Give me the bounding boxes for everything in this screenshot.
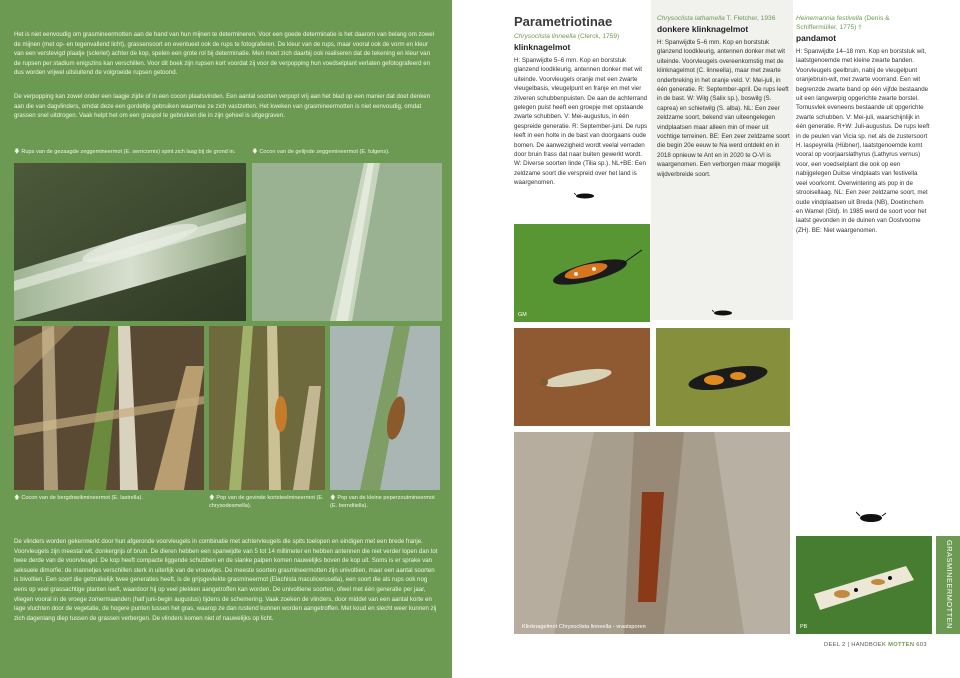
caption-top-left: 🡇 Rups van de gezaagde zeggemineermot (E. serricornis) spint zich laag bij de grond in. [14,149,236,155]
species-column-3 [796,14,930,235]
photo-bark-feeding-traces [514,432,790,634]
arrow-up-icon: 🡅 [209,495,215,501]
species-column-2 [657,14,790,179]
bottom-paragraph: De vlinders worden gekenmerkt door hun afgeronde voorvleugels in combinatie met achtervleugels die spits toelopen en eindigen met een brede franje. Voorvleugels zijn meestal wit, donkergrijs of bruin. De dieren hebben een spanwijdte van 5 tot 14 millimeter en hebben antennen die niet verder lopen dan tot twee derde van de voorvleugel. De kop heeft compacte liggende schubben en de slanke palpen komen nauwelijks boven de kop uit. Soms is er sprake van seksuele dimorfie: de mannetjes verschillen sterk in uiterlijk van de vrouwtjes. De meeste soorten grasmineermotten zijn univoltien, maar een aantal soorten is bivoltien. Een soort die gebruikelijk twee generaties heeft, is de grijsgevlekte grasmineermot (Elachista maculicerusella), een soort die als rups ook nog eens op veel grassachtige planten leeft, waardoor hij op veel plekken aangetroffen kan worden. De univoltiene soorten, ofwel met één generatie per jaar, vliegen vooral in de vroege zomermaanden (half juni-begin augustus) tijdens de schemering. Vaak zoeken de vlinders, door middel van een aantal korte en lage vluchten door de vegetatie, de hogere punten tussen het gras, waarop ze dan rustend kunnen worden aangetroffen. Met koud en slecht weer kunnen zij zich dagenlang diep tussen de grassen verbergen. De vlinders komen niet of nauwelijks op licht. [14,538,438,622]
species-description: H: Spanwijdte 5–6 mm. Kop en borststuk glanzend loodkleurig, antennen donker met wit uiteinde. Voorvleugels overeenkomstig met de klinknagelmot (C. linneella), maar met zwarte onderbreking in het oranje veld. V: Mei-juli, in één generatie. R: September-april. De rups leeft in de bast. W: Wilg (Salix sp.), boswilg (S. caprea) en schietwilg (S. alba). NL: Een zeer zeldzame soort, bekend van uiteengelegen vindplaatsen maar alleen min of meer uit vochtige terreinen. BE: Een zeer zeldzame soort die begin 20e eeuw te Na werd ontdekt en in 2018 opnieuw te Ant en in 2020 te O-Vl is waargenomen. Een verborgen maar mogelijk wijdverbreide soort. [657,39,790,178]
species-description: H: Spanwijdte 14–18 mm. Kop en borststuk wit, laatstgenoemde met kleine zwarte banden. Voorvleugels geelbruin, nabij de vleugelpunt oranjebruin-wit, met zwarte voorrand. Een wit begrenzde zwarte band op één vijfde bestaande uit een langwerpig opgerichte zwarte borstel. Tornusvlek eveneens bestaande uit opgerichte zwarte schubben. V: Mei-juli, waarschijnlijk in één generatie. R+W: Juli-augustus. De rups leeft in de peulen van Vicia sp. net als de zustersoort H. laspeyrella (Hübner), laatstgenoemde komt vooral op voorjaarslathyrus (Lathyrus vernus) voor, een voedselplant die ook op een nabijgelegen Duitse vindplaats van festivella veel voorkomt. Overwintering als pop in de strooisellaag. NL: Een zeer zeldzame soort, met oude vindplaatsen uit Breda (NB), Doetinchem en Wamel (Gld). In 1985 werd de soort voor het laatst gevonden in de duinen van Oostvoorne (ZH). BE: Niet waargenomen. [796,48,930,234]
photo-caption-large: Klinknagelmot Chrysoclista linneella - vraatsporen [522,624,646,630]
photo-grass-mine-larva [14,163,246,321]
arrow-up-icon: 🡅 [14,495,20,501]
section-title: Parametriotinae [514,14,613,29]
species-scientific-name: Chrysoclista lathamella T. Fletcher, 1936 [657,15,776,22]
species-vernacular-name: klinknagelmot [514,42,571,52]
page-number: 603 [916,642,927,648]
species-description: H: Spanwijdte 5–6 mm. Kop en borststuk glanzend loodkleurig, antennen donker met wit uiteinde. Voorvleugels oranje met een zwarte vleugelbasis, vleugelpunt en franje en met vier zilveren schubbenpuisten. De aan de achterrand gelegen puist heeft een groepje met opstaande zwarte schubben. V: Mei-augustus, in één gespreide generatie. R: September-juni. De rups leeft in een holte in de bast van doorgaans oude bomen. De aanwezigheid wordt veelal verraden door bruin frass dat naar buiten gewerkt wordt. W: Diverse soorten linde (Tilia sp.). NL+BE: Een zeldzame soort die verspreid over het land is waargenomen. [514,57,648,187]
photo-linneella-adult [514,224,650,322]
right-page [508,0,960,678]
moth-silhouette-icon [574,192,650,203]
species-scientific-name: Heinemannia festivella (Denis & Schiffermüller, 1775) † [796,15,890,31]
intro-paragraph-1: Het is niet eenvoudig om grasmineermotten aan de hand van hun mijnen te determineren. Voor een goede determinatie is het daarom van belang om zowel de mijnen (met op- en tegenvallend licht), grassensoort en eventueel ook de rups te fotograferen. De kleur van de rups, maar vooral ook de vorm en kleur van een verstevigd plaatje (scleriet) achter de kop, spelen een grote rol bij determinatie. Men moet zich daarbij ook realiseren dat de tekening en kleur van de rupsen per stadium enigszins kan verschillen. Voor dit boek zijn rupsen kort voordat zij voor de verpopping hun voedselplant verlaten gefotografeerd en dus worden vrijwel uitsluitend de volgroeide rupsen getoond. [14,31,435,77]
arrow-down-icon: 🡇 [14,149,20,155]
photo-pupa-stem [209,326,325,490]
species-vernacular-name: pandamot [796,33,837,43]
species-scientific-name: Chrysoclista linneella (Clerck, 1759) [514,33,620,40]
photo-lathamella-adult [656,328,790,426]
arrow-down-icon: 🡇 [252,149,258,155]
moth-silhouette-icon [712,304,734,322]
page-footer: DEEL 2 | HANDBOEK MOTTEN 603 [824,642,927,648]
photo-festivella-adult [796,536,932,634]
caption-bottom-right: 🡅 Pop van de kleine peperzoutmineermot (E. berndtiella). [330,495,435,509]
caption-bottom-mid: 🡅 Pop van de gevinde kortsteelmineermot (E. chrysodesmella). [209,495,324,509]
left-page [0,0,452,678]
side-tab-label: GRASMINEERMOTTEN [945,540,954,629]
gutter [452,0,508,678]
photo-credit: PB [800,624,808,630]
moth-silhouette-large-icon [856,511,886,530]
caption-bottom-left: 🡅 Cocon van de bergdravikmineermot (E. lastrella). [14,495,143,501]
species-column-1 [514,14,650,203]
photo-dry-grass-cocoon [14,326,204,490]
arrow-up-icon: 🡅 [330,495,336,501]
intro-paragraph-2: De verpopping kan zowel onder een laagje zijde of in een cocon plaatsvinden. Een aantal soorten verpopt vrij aan het blad op een manier dat doet denken aan die van dagvlinders, omdat deze een gordeltje gebruiken waarmee ze zich vastzetten. Het kweken van grasmineermotten is niet eenvoudig, omdat grassen snel uitdrogen. Vaak helpt het om een graspol te gebruiken die in zijn geheel is uitgegraven. [14,93,431,120]
photo-larva-bark [514,328,650,426]
caption-top-right: 🡇 Cocon van de gelijnde zeggemineermot (E. fulgens). [252,149,390,155]
photo-credit: GM [518,312,527,318]
species-vernacular-name: donkere klinknagelmot [657,24,749,34]
photo-pupa-blade [330,326,440,490]
photo-cocoon-blade [252,163,442,321]
